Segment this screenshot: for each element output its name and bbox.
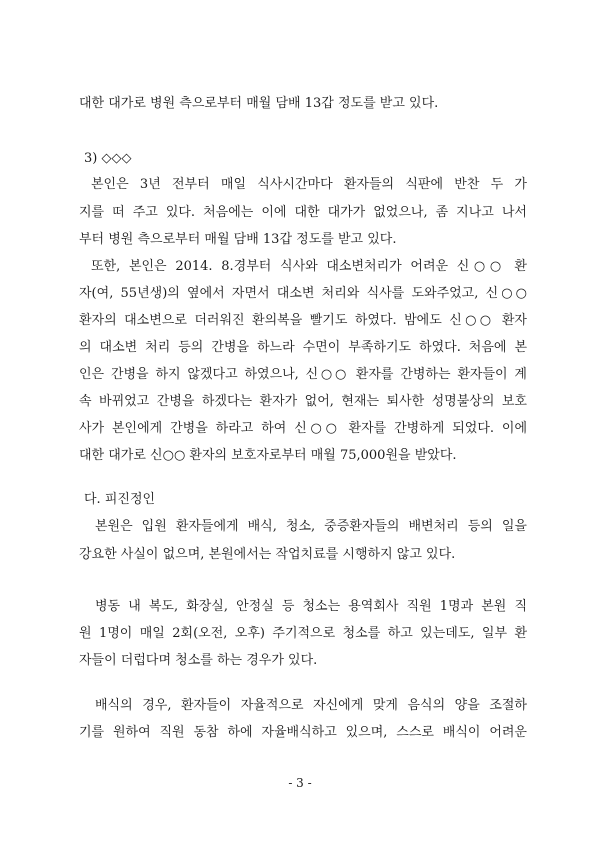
text-line: 병동 내 복도, 화장실, 안정실 등 청소는 용역회사 직원 1명과 본원 직 [95, 599, 527, 614]
text-line: 사가 본인에게 간병을 하라고 하여 신○○ 환자를 간병하게 되었다. 이에 [79, 421, 527, 436]
text-line: 본원은 입원 환자들에게 배식, 청소, 중증환자들의 배변처리 등의 일을 [95, 519, 527, 534]
text-line: 본인은 3년 전부터 매일 식사시간마다 환자들의 식판에 반찬 두 가 [91, 177, 527, 192]
text-line: 자들이 더럽다며 청소를 하는 경우가 있다. [79, 653, 318, 668]
text-line: 원 1명이 매일 2회(오전, 오후) 주기적으로 청소를 하고 있는데도, 일부 환 [79, 626, 527, 641]
text-line: 인은 간병을 하지 않겠다고 하였으나, 신○○ 환자를 간병하는 환자들이 계 [79, 367, 527, 382]
text-line: 속 바뀌었고 간병을 하겠다는 환자가 없어, 현재는 퇴사한 성명불상의 보호 [79, 394, 527, 409]
text-line: 대한 대가로 신○○ 환자의 보호자로부터 매월 75,000원을 받았다. [79, 448, 457, 463]
section-heading: 3) ◇◇◇ [84, 151, 132, 166]
text-line: 기를 원하여 직원 동참 하에 자율배식하고 있으며, 스스로 배식이 어려운 [79, 725, 527, 740]
page-number: - 3 - [288, 776, 312, 790]
text-line: 배식의 경우, 환자들이 자율적으로 자신에게 맞게 음식의 양을 조절하 [95, 698, 527, 713]
text-line: 부터 병원 측으로부터 매월 담배 13갑 정도를 받고 있다. [79, 232, 397, 247]
text-line: 지를 떠 주고 있다. 처음에는 이에 대한 대가가 없었으나, 좀 지나고 나서 [79, 205, 527, 220]
text-line: 의 대소변 처리 등의 간병을 하느라 수면이 부족하기도 하였다. 처음에 본 [79, 340, 527, 355]
text-line: 강요한 사실이 없으며, 본원에서는 작업치료를 시행하지 않고 있다. [79, 547, 456, 562]
text-line: 또한, 본인은 2014. 8.경부터 식사와 대소변처리가 어려운 신○○ 환 [91, 259, 527, 274]
text-line: 대한 대가로 병원 측으로부터 매월 담배 13갑 정도를 받고 있다. [79, 96, 439, 111]
section-heading: 다. 피진정인 [84, 492, 156, 507]
text-line: 자(여, 55년생)의 옆에서 자면서 대소변 처리와 식사를 도와주었고, 신○○ [79, 286, 527, 301]
text-line: 환자의 대소변으로 더러워진 환의복을 빨기도 하였다. 밤에도 신○○ 환자 [79, 313, 527, 328]
